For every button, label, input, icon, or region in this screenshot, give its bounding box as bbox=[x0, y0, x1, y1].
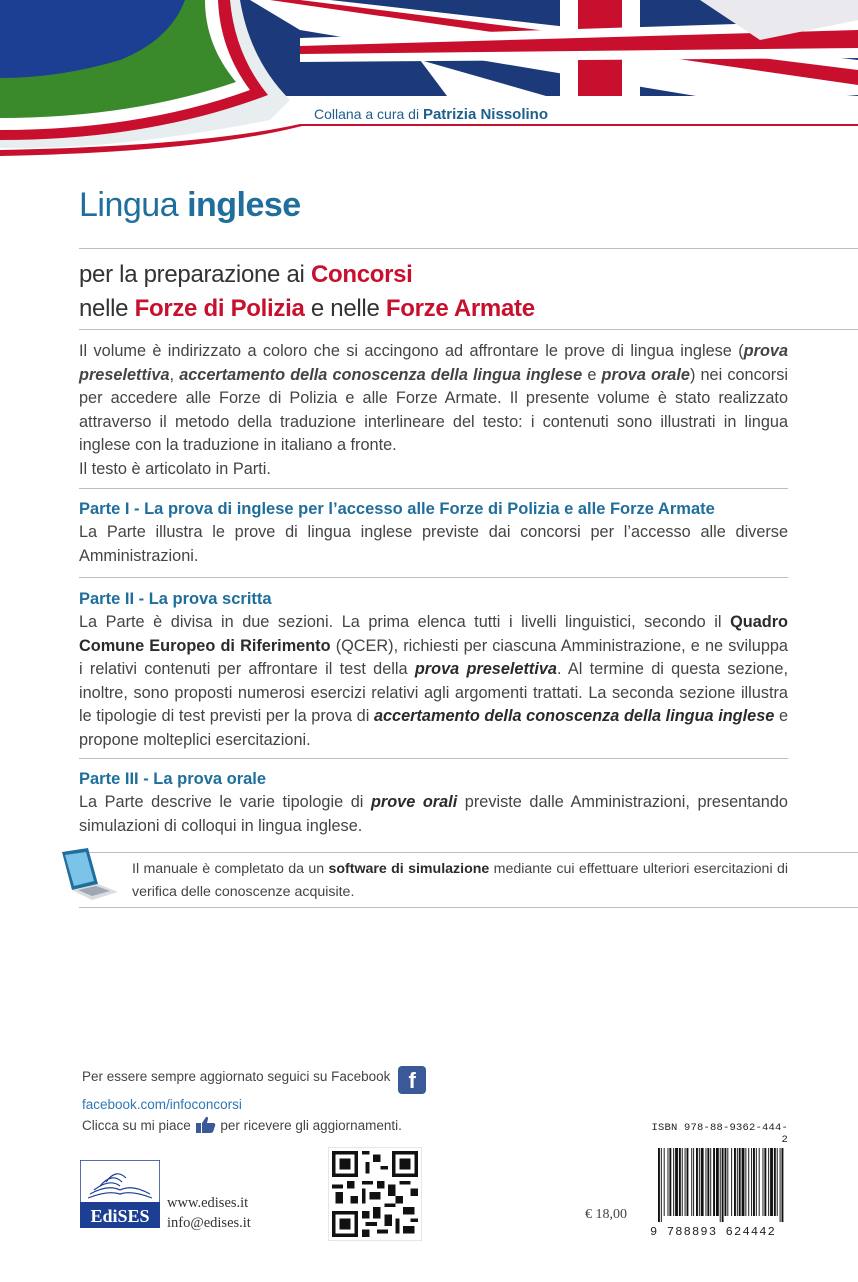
title-bold: inglese bbox=[187, 186, 301, 224]
barcode-bar bbox=[682, 1148, 683, 1216]
intro-p2: Il testo è articolato in Parti. bbox=[79, 459, 271, 478]
barcode-bar bbox=[701, 1148, 704, 1216]
barcode-digit-group: 788893 bbox=[666, 1225, 718, 1239]
barcode-bar bbox=[699, 1148, 700, 1216]
barcode-digit-group: 624442 bbox=[725, 1225, 777, 1239]
barcode-bar bbox=[658, 1148, 660, 1222]
barcode-bar bbox=[722, 1148, 724, 1222]
social-text: per ricevere gli aggiornamenti. bbox=[220, 1118, 402, 1133]
barcode-bar bbox=[734, 1148, 736, 1216]
publisher-logo bbox=[80, 1160, 160, 1233]
title-light: Lingua bbox=[79, 186, 179, 224]
text: . Al termine di questa sezione, inoltre, sono proposti numerosi esercizi relativi agli argomenti trattati. La seconda sezione illustra le tipologie di test previsti per la prova di bbox=[79, 660, 788, 726]
emphasis: software di simulazione bbox=[328, 861, 490, 877]
barcode-digits bbox=[650, 1225, 788, 1239]
text: e bbox=[582, 365, 602, 384]
divider bbox=[79, 577, 788, 578]
subtitle-highlight: Forze di Polizia bbox=[134, 295, 305, 322]
logo-text: EdiSES bbox=[90, 1206, 150, 1226]
barcode-bar bbox=[716, 1148, 719, 1216]
barcode-bar bbox=[770, 1148, 773, 1216]
text: mediante cui effettuare ulteriori esercitazioni di verifica delle conoscenze acquisite. bbox=[132, 861, 788, 900]
text: , bbox=[169, 365, 180, 384]
intro-p1 bbox=[79, 340, 788, 458]
publisher-contacts bbox=[167, 1193, 251, 1233]
barcode-bar bbox=[751, 1148, 752, 1216]
social-line-3 bbox=[82, 1115, 426, 1140]
subtitle-line-2 bbox=[79, 292, 535, 326]
part-1-title: Parte I - La prova di inglese per l’accesso alle Forze di Polizia e alle Forze Armate bbox=[79, 500, 715, 518]
emphasis: prova orale bbox=[601, 365, 690, 384]
barcode-bar bbox=[693, 1148, 694, 1216]
isbn-label: ISBN 978-88-9362-444-2 bbox=[651, 1122, 788, 1146]
emphasis: prove orali bbox=[370, 793, 458, 811]
barcode-bar bbox=[675, 1148, 678, 1216]
barcode-bar bbox=[691, 1148, 692, 1216]
barcode-bar bbox=[768, 1148, 769, 1216]
barcode-bar bbox=[685, 1148, 686, 1216]
barcode-bars bbox=[650, 1146, 788, 1222]
divider bbox=[79, 488, 788, 489]
qr-code bbox=[328, 1147, 422, 1246]
barcode-bar bbox=[753, 1148, 755, 1216]
barcode-digit: 9 bbox=[650, 1225, 659, 1239]
text: Il volume è indirizzato a coloro che si accingono ad affrontare le prove di lingua inglese ( bbox=[79, 342, 744, 360]
text: (QCER), richiesti per ciascuna Amministrazione, e ne sviluppa i relativi contenuti per affrontare il test della bbox=[79, 636, 788, 679]
barcode-bar bbox=[725, 1148, 727, 1216]
divider bbox=[79, 758, 788, 759]
social-text: Clicca su mi piace bbox=[82, 1118, 191, 1133]
part-2-body bbox=[79, 611, 788, 753]
price: € 18,00 bbox=[585, 1207, 627, 1222]
laptop-icon bbox=[58, 846, 120, 907]
divider bbox=[79, 329, 858, 330]
text: La Parte descrive le varie tipologie di bbox=[79, 793, 371, 811]
barcode-bar bbox=[742, 1148, 745, 1216]
barcode-bar bbox=[748, 1148, 749, 1216]
barcode-bar bbox=[774, 1148, 776, 1216]
barcode-bar bbox=[713, 1148, 715, 1216]
book-subtitle bbox=[79, 258, 535, 326]
barcode-bar bbox=[764, 1148, 766, 1216]
barcode-bar bbox=[669, 1148, 671, 1216]
isbn-barcode bbox=[650, 1122, 788, 1239]
text: e propone molteplici esercitazioni. bbox=[79, 707, 788, 749]
text: Il manuale è completato da un bbox=[132, 861, 329, 877]
subtitle-highlight: Concorsi bbox=[310, 261, 413, 288]
subtitle-line-1 bbox=[79, 258, 535, 292]
barcode-bar bbox=[679, 1148, 681, 1216]
website-link[interactable]: www.edises.it bbox=[167, 1195, 249, 1211]
intro-paragraph bbox=[79, 340, 788, 482]
text: ) nei concorsi per accedere alle Forze di Polizia e alle Forze Armate. Il presente volume è stato realizzato attraverso il metodo della traduzione interlineare del testo: i contenuti sono illustrati in lingua inglese con la traduzione in italiano a fronte. bbox=[79, 365, 788, 455]
part-1-body: La Parte illustra le prove di lingua inglese previste dai concorsi per l’accesso alle diverse Amministrazioni. bbox=[79, 523, 788, 565]
divider bbox=[79, 852, 858, 853]
emphasis: prova preselettiva bbox=[414, 660, 557, 679]
barcode-bar bbox=[668, 1148, 669, 1216]
barcode-bar bbox=[727, 1148, 728, 1216]
thumbs-up-icon bbox=[195, 1116, 217, 1140]
software-note bbox=[132, 858, 788, 904]
barcode-bar bbox=[706, 1148, 707, 1216]
social-line-1 bbox=[82, 1066, 426, 1094]
series-editor-line bbox=[314, 106, 548, 123]
emphasis: accertamento della conoscenza della lingua inglese bbox=[373, 707, 775, 726]
divider bbox=[79, 248, 858, 249]
barcode-bar bbox=[756, 1148, 757, 1216]
barcode-bar bbox=[687, 1148, 689, 1216]
social-block bbox=[82, 1066, 426, 1140]
series-editor: Patrizia Nissolino bbox=[422, 106, 548, 123]
emphasis: Quadro Comune Europeo di Riferimento bbox=[79, 613, 788, 655]
subtitle-text: nelle bbox=[79, 295, 129, 322]
facebook-icon[interactable]: f bbox=[398, 1066, 426, 1094]
social-text: Per essere sempre aggiornato seguici su Facebook bbox=[82, 1069, 391, 1084]
facebook-link[interactable]: facebook.com/infoconcorsi bbox=[82, 1097, 242, 1112]
email-link[interactable]: info@edises.it bbox=[167, 1215, 251, 1231]
book-title bbox=[79, 186, 301, 225]
subtitle-text: e nelle bbox=[310, 295, 380, 322]
text: La Parte è divisa in due sezioni. La prima elenca tutti i livelli linguistici, secondo il bbox=[79, 613, 731, 631]
barcode-bar bbox=[720, 1148, 721, 1222]
divider bbox=[79, 907, 858, 908]
barcode-bar bbox=[673, 1148, 674, 1216]
barcode-bar bbox=[745, 1148, 746, 1216]
subtitle-highlight: Forze Armate bbox=[385, 295, 535, 322]
flag-banner bbox=[0, 0, 858, 160]
part-3-body bbox=[79, 791, 788, 838]
barcode-bar bbox=[710, 1148, 711, 1216]
series-prefix: Collana a cura di bbox=[314, 106, 420, 122]
barcode-bar bbox=[763, 1148, 764, 1216]
barcode-bar bbox=[661, 1148, 662, 1222]
barcode-bar bbox=[737, 1148, 738, 1216]
barcode-bar bbox=[739, 1148, 741, 1216]
barcode-bar bbox=[696, 1148, 698, 1216]
emphasis: prova preselettiva bbox=[79, 342, 788, 384]
barcode-bar bbox=[664, 1148, 665, 1216]
text: previste dalle Amministrazioni, presentando simulazioni di colloqui in lingua inglese. bbox=[79, 793, 788, 835]
barcode-bar bbox=[759, 1148, 760, 1216]
barcode-bar bbox=[782, 1148, 784, 1222]
subtitle-text: per la preparazione ai bbox=[79, 261, 305, 288]
barcode-bar bbox=[780, 1148, 781, 1222]
part-2-title: Parte II - La prova scritta bbox=[79, 590, 272, 608]
barcode-bar bbox=[707, 1148, 709, 1216]
barcode-bar bbox=[777, 1148, 778, 1216]
barcode-bar bbox=[731, 1148, 732, 1216]
part-3-title: Parte III - La prova orale bbox=[79, 770, 267, 788]
emphasis: accertamento della conoscenza della lingua inglese bbox=[179, 365, 583, 384]
